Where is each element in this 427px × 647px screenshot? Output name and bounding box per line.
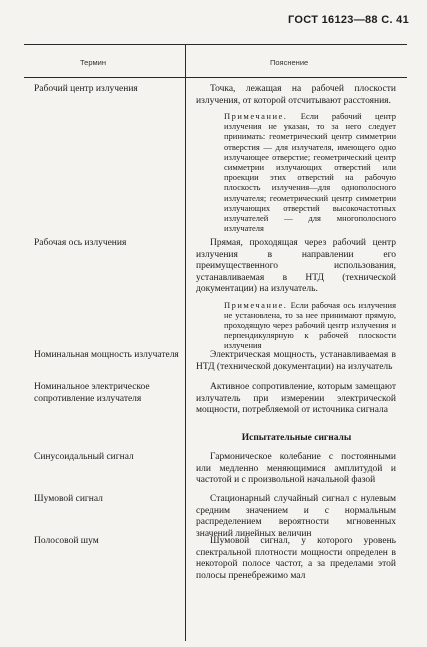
- note-text: Если рабочий центр излучения не указан, то за него следует принимать: геометрический центр симметрии отверстия — для излучателя, имеющего одно излучающее отверстие; геометрический центр симметрии излучающих отверстий или проекции этих отверстий на рабочую плоскость излучения—для однополосного излучателя; геометрический центр симметрии излучающих отверстий высокочастотных излучателей — для многополосного излучателя: [224, 111, 396, 234]
- definition-text: Электрическая мощность, устанавливаемая в НТД (технической документации) на излучатель: [196, 350, 396, 372]
- definition-text: Прямая, проходящая через рабочий центр излучения в направлении его преимущественного использования, устанавливаемая в НТД (технической документации) на излучатель.: [196, 238, 396, 294]
- definition-text: Стационарный случайный сигнал с нулевым средним значением и с нормальным распределением вероятности мгновенных значений линейных величин: [196, 494, 396, 539]
- term-sine-signal: Синусоидальный сигнал: [34, 452, 134, 462]
- column-header-term: Термин: [80, 58, 106, 67]
- explanation-nominal-resistance: [196, 382, 396, 417]
- note-working-center: [224, 111, 396, 233]
- definition-text: Шумовой сигнал, у которого уровень спектральной плотности мощности определен в некоторой полосе частот, а за пределами этой полосы пренебрежимо мал: [196, 536, 396, 581]
- definition-text: Активное сопротивление, которым замещают излучатель при измерении электрической мощности, потребляемой от источника сигнала: [196, 382, 396, 415]
- definition-text: Гармоническое колебание с постоянными или медленно меняющимися амплитудой и частотой и с произвольной начальной фазой: [196, 452, 396, 485]
- page-header: ГОСТ 16123—88 С. 41: [288, 14, 409, 26]
- term-noise-signal: Шумовой сигнал: [34, 494, 103, 504]
- table-header-rule: [24, 77, 407, 78]
- term-nominal-power: Номинальная мощность излучателя: [34, 350, 179, 360]
- note-label: Примечание.: [224, 299, 288, 310]
- explanation-sine-signal: [196, 452, 396, 487]
- explanation-working-center: [196, 84, 396, 233]
- term-band-noise: Полосовой шум: [34, 536, 99, 546]
- terms-table: [24, 44, 407, 641]
- term-working-axis: Рабочая ось излучения: [34, 238, 127, 248]
- note-text: Если рабочая ось излучения не установлена, то за нее принимают прямую, проходящую через рабочий центр излучения и перпендикулярную к рабочей плоскости излучения: [224, 299, 397, 351]
- column-divider: [185, 44, 186, 641]
- note-working-axis: [224, 300, 396, 351]
- term-nominal-resistance: Номинальное электрическое сопротивление излучателя: [34, 382, 150, 404]
- explanation-working-axis: [196, 238, 396, 351]
- note-label: Примечание.: [224, 111, 288, 121]
- table-top-rule: [24, 44, 407, 45]
- column-header-explanation: Пояснение: [270, 58, 309, 67]
- explanation-nominal-power: [196, 350, 396, 373]
- section-heading: Испытательные сигналы: [241, 433, 352, 443]
- term-working-center: Рабочий центр излучения: [34, 84, 138, 94]
- explanation-noise-signal: [196, 494, 396, 540]
- explanation-band-noise: [196, 536, 396, 582]
- definition-text: Точка, лежащая на рабочей плоскости излучения, от которой отсчитывают расстояния.: [196, 84, 396, 106]
